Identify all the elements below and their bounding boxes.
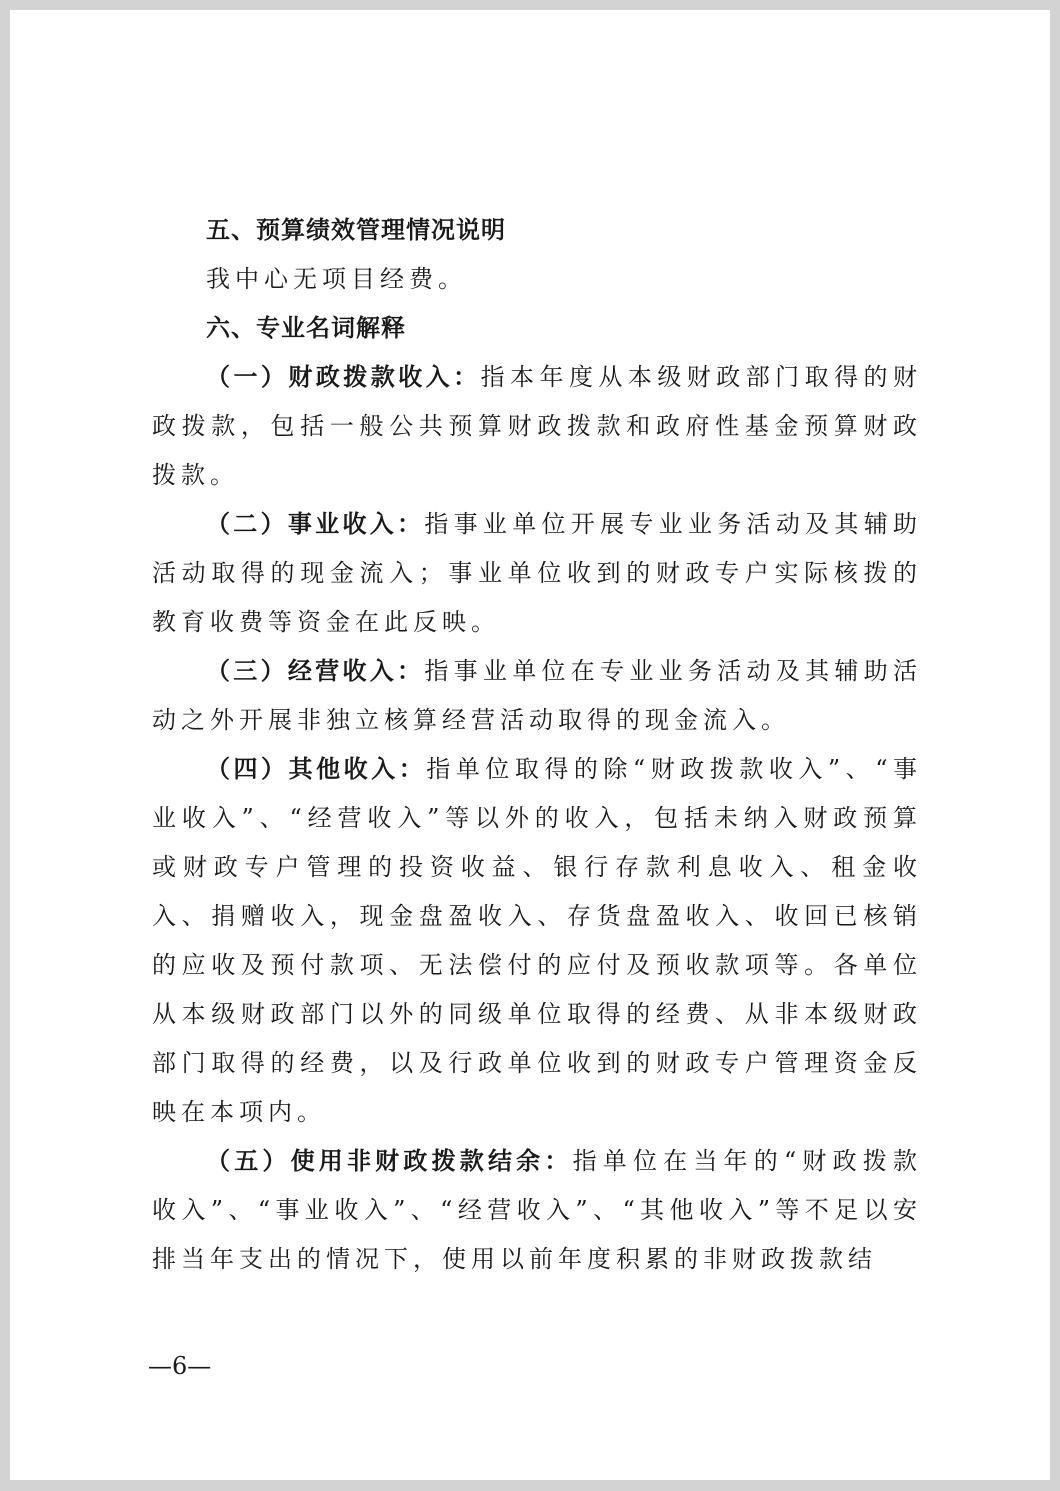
section-body-budget-performance: 我中心无项目经费。 — [206, 265, 467, 293]
term-paragraph-business-income — [152, 500, 922, 647]
term-paragraph-other-income — [152, 745, 922, 1137]
term-definition: 指单位在当年的“财政拨款收入”、“事业收入”、“经营收入”、“其他收入”等不足以安排当年支出的情况下，使用以前年度积累的非财政拨款结 — [152, 1147, 922, 1273]
term-label: （二）事业收入： — [206, 510, 425, 538]
section-heading-terms: 六、专业名词解释 — [206, 314, 406, 342]
term-label: （四）其他收入： — [206, 755, 427, 783]
term-paragraph-non-fiscal-balance — [152, 1137, 922, 1284]
term-definition: 指事业单位开展专业业务活动及其辅助活动取得的现金流入；事业单位收到的财政专户实际核拨的教育收费等资金在此反映。 — [152, 510, 923, 636]
term-paragraph-fiscal-appropriation — [152, 353, 922, 500]
page-content — [152, 206, 922, 1284]
term-label: （五）使用非财政拨款结余： — [206, 1147, 573, 1175]
term-definition: 指单位取得的除“财政拨款收入”、“事业收入”、“经营收入”等以外的收入，包括未纳入财政预算或财政专户管理的投资收益、银行存款利息收入、租金收入、捐赠收入，现金盘盈收入、存货盘盈收入、收回已核销的应收及预付款项、无法偿付的应付及预收款项等。各单位从本级财政部门以外的同级单位取得的经费、从非本级财政部门取得的经费，以及行政单位收到的财政专户管理资金反映在本项内。 — [152, 755, 923, 1126]
page-number: —6— — [148, 1352, 212, 1380]
section-heading-budget-performance: 五、预算绩效管理情况说明 — [206, 216, 506, 244]
term-definition: 指本年度从本级财政部门取得的财政拨款，包括一般公共预算财政拨款和政府性基金预算财政拨款。 — [152, 363, 923, 489]
term-paragraph-operating-income — [152, 647, 922, 745]
term-label: （三）经营收入： — [206, 657, 425, 685]
term-label: （一）财政拨款收入： — [206, 363, 481, 391]
document-page — [10, 10, 1050, 1480]
term-definition: 指事业单位在专业业务活动及其辅助活动之外开展非独立核算经营活动取得的现金流入。 — [152, 657, 923, 734]
